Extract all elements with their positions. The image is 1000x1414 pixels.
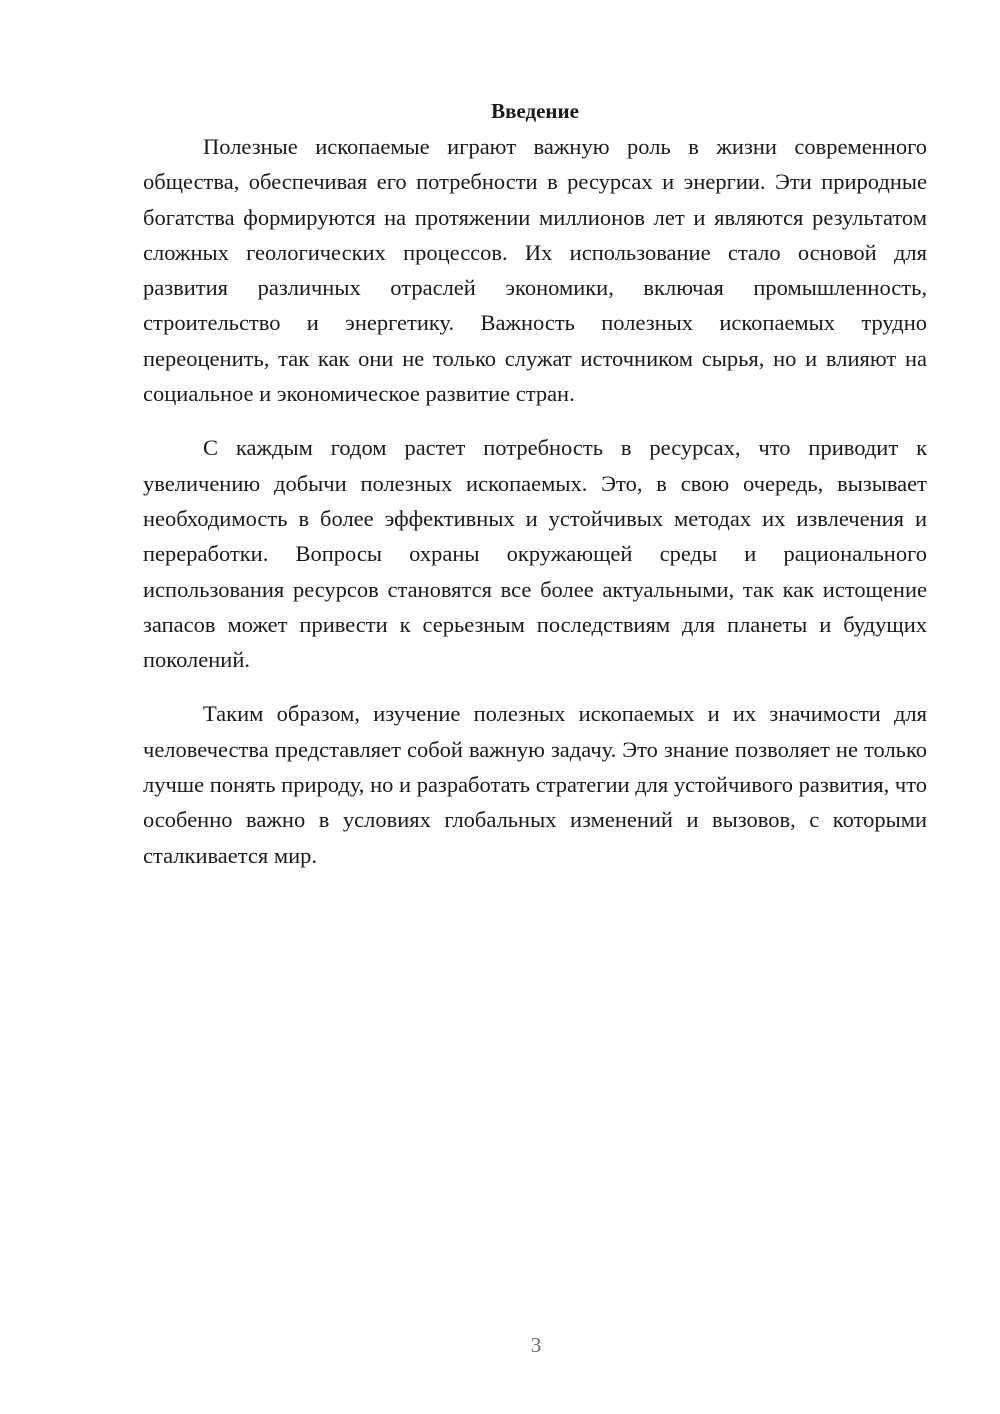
page-number: 3: [530, 1333, 542, 1357]
paragraph-1: Полезные ископаемые играют важную роль в жизни современного общества, обеспечивая его потребности в ресурсах и энергии. Эти природные богатства формируются на протяжении миллионов лет и являются результатом сложных геологических процессов. Их использование стало основой для развития различных отраслей экономики, включая промышленность, строительство и энергетику. Важность полезных ископаемых трудно переоценить, так как они не только служат источником сырья, но и влияют на социальное и экономическое развитие стран.: [143, 134, 927, 407]
paragraph-3: Таким образом, изучение полезных ископаемых и их значимости для человечества представляет собой важную задачу. Это знание позволяет не только лучше понять природу, но и разработать стратегии для устойчивого развития, что особенно важно в условиях глобальных изменений и вызовов, с которыми сталкивается мир.: [143, 701, 927, 868]
page-content: [143, 94, 927, 873]
paragraph-2: С каждым годом растет потребность в ресурсах, что приводит к увеличению добычи полезных ископаемых. Это, в свою очередь, вызывает необходимость в более эффективных и устойчивых методах их извлечения и переработки. Вопросы охраны окружающей среды и рационального использования ресурсов становятся все более актуальными, так как истощение запасов может привести к серьезным последствиям для планеты и будущих поколений.: [143, 435, 927, 673]
section-heading: Введение: [491, 99, 579, 123]
